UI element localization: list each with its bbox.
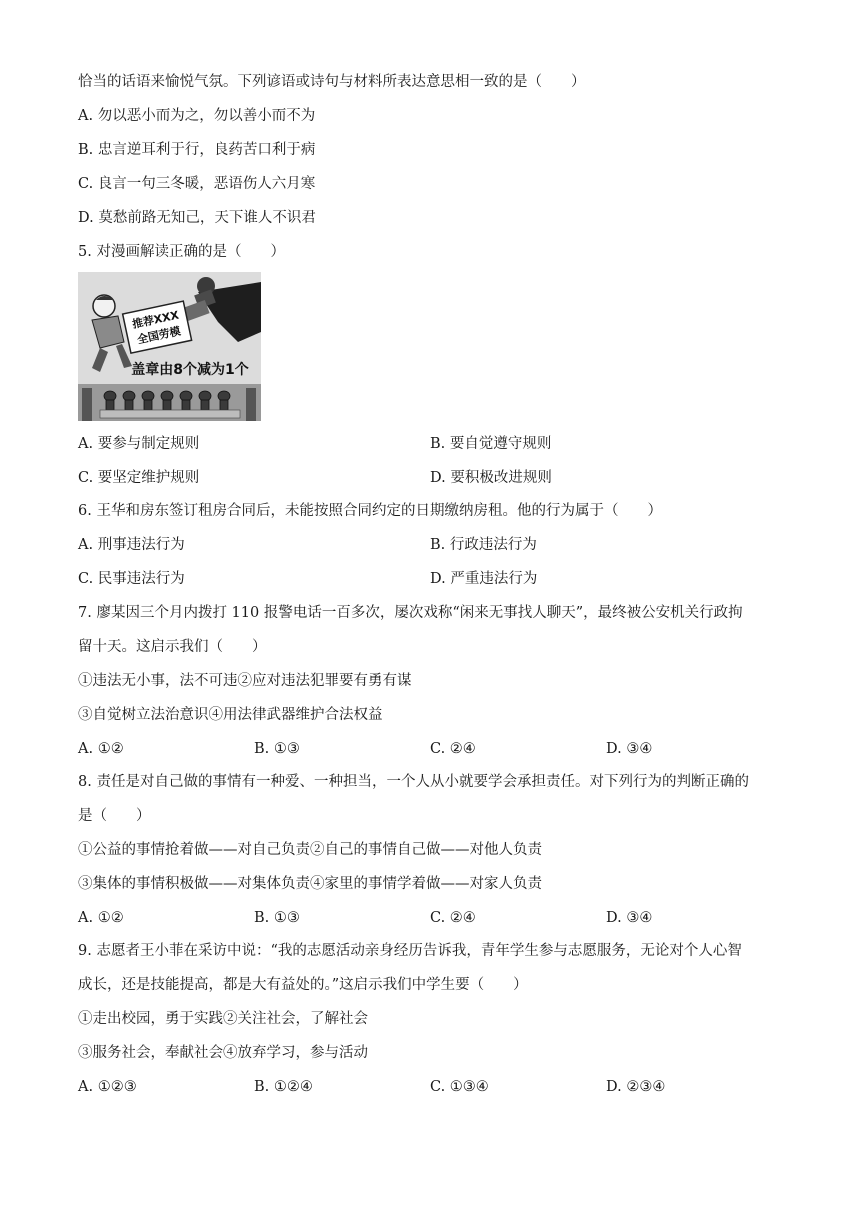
q9-stem-line2: 成长，还是技能提高，都是大有益处的。”这启示我们中学生要（ ） <box>78 977 528 993</box>
q9-option-a: A. ①②③ <box>78 1079 137 1095</box>
q5-stem: 5. 对漫画解读正确的是（ ） <box>78 244 285 260</box>
q6-option-b: B. 行政违法行为 <box>430 537 537 553</box>
q7-items-line2: ③自觉树立法治意识④用法律武器维护合法权益 <box>78 707 383 723</box>
q8-option-c: C. ②④ <box>430 910 476 926</box>
q8-option-d: D. ③④ <box>606 910 653 926</box>
q6-stem: 6. 王华和房东签订租房合同后，未能按照合同约定的日期缴纳房租。他的行为属于（ ） <box>78 503 662 519</box>
cartoon-paper-line1: 推荐XXX <box>131 308 181 332</box>
q9-option-c: C. ①③④ <box>430 1079 489 1095</box>
q8-option-b: B. ①③ <box>254 910 300 926</box>
q9-option-d: D. ②③④ <box>606 1079 666 1095</box>
q5-option-a: A. 要参与制定规则 <box>78 436 200 452</box>
q4-stem: 恰当的话语来愉悦气氛。下列谚语或诗句与材料所表达意思相一致的是（ ） <box>78 74 586 90</box>
q5-option-c: C. 要坚定维护规则 <box>78 470 200 486</box>
q8-items-line2: ③集体的事情积极做——对集体负责④家里的事情学着做——对家人负责 <box>78 876 542 892</box>
q5-option-b: B. 要自觉遵守规则 <box>430 436 552 452</box>
q5-option-d: D. 要积极改进规则 <box>430 470 552 486</box>
cartoon-paper-line2: 全国劳模 <box>136 324 182 347</box>
q8-items-line1: ①公益的事情抢着做——对自己负责②自己的事情自己做——对他人负责 <box>78 842 542 858</box>
q9-option-b: B. ①②④ <box>254 1079 313 1095</box>
q7-stem-line1: 7. 廖某因三个月内拨打 110 报警电话一百多次，屡次戏称“闲来无事找人聊天”，最终被公安机关行政拘 <box>78 605 743 621</box>
q9-items-line2: ③服务社会，奉献社会④放弃学习，参与活动 <box>78 1045 368 1061</box>
q5-cartoon-image <box>78 272 261 421</box>
q8-option-a: A. ①② <box>78 910 124 926</box>
q6-option-a: A. 刑事违法行为 <box>78 537 185 553</box>
q8-stem-line1: 8. 责任是对自己做的事情有一种爱、一种担当，一个人从小就要学会承担责任。对下列行为的判断正确的 <box>78 774 749 790</box>
q4-option-d: D. 莫愁前路无知己，天下谁人不识君 <box>78 210 316 226</box>
q6-option-d: D. 严重违法行为 <box>430 571 538 587</box>
q7-option-a: A. ①② <box>78 741 124 757</box>
q7-option-c: C. ②④ <box>430 741 476 757</box>
q9-stem-line1: 9. 志愿者王小菲在采访中说：“我的志愿活动亲身经历告诉我，青年学生参与志愿服务，无论对个人心智 <box>78 943 742 959</box>
q4-option-b: B. 忠言逆耳利于行，良药苦口利于病 <box>78 142 316 158</box>
q4-option-c: C. 良言一句三冬暖，恶语伤人六月寒 <box>78 176 316 192</box>
cartoon-caption: 盖章由8个减为1个 <box>131 362 249 378</box>
cartoon-drawing <box>78 272 261 421</box>
q8-stem-line2: 是（ ） <box>78 808 151 824</box>
q7-stem-line2: 留十天。这启示我们（ ） <box>78 639 267 655</box>
q9-items-line1: ①走出校园，勇于实践②关注社会，了解社会 <box>78 1011 368 1027</box>
q7-option-d: D. ③④ <box>606 741 653 757</box>
q4-option-a: A. 勿以恶小而为之，勿以善小而不为 <box>78 108 316 124</box>
q7-items-line1: ①违法无小事，法不可违②应对违法犯罪要有勇有谋 <box>78 673 412 689</box>
q7-option-b: B. ①③ <box>254 741 300 757</box>
q6-option-c: C. 民事违法行为 <box>78 571 185 587</box>
